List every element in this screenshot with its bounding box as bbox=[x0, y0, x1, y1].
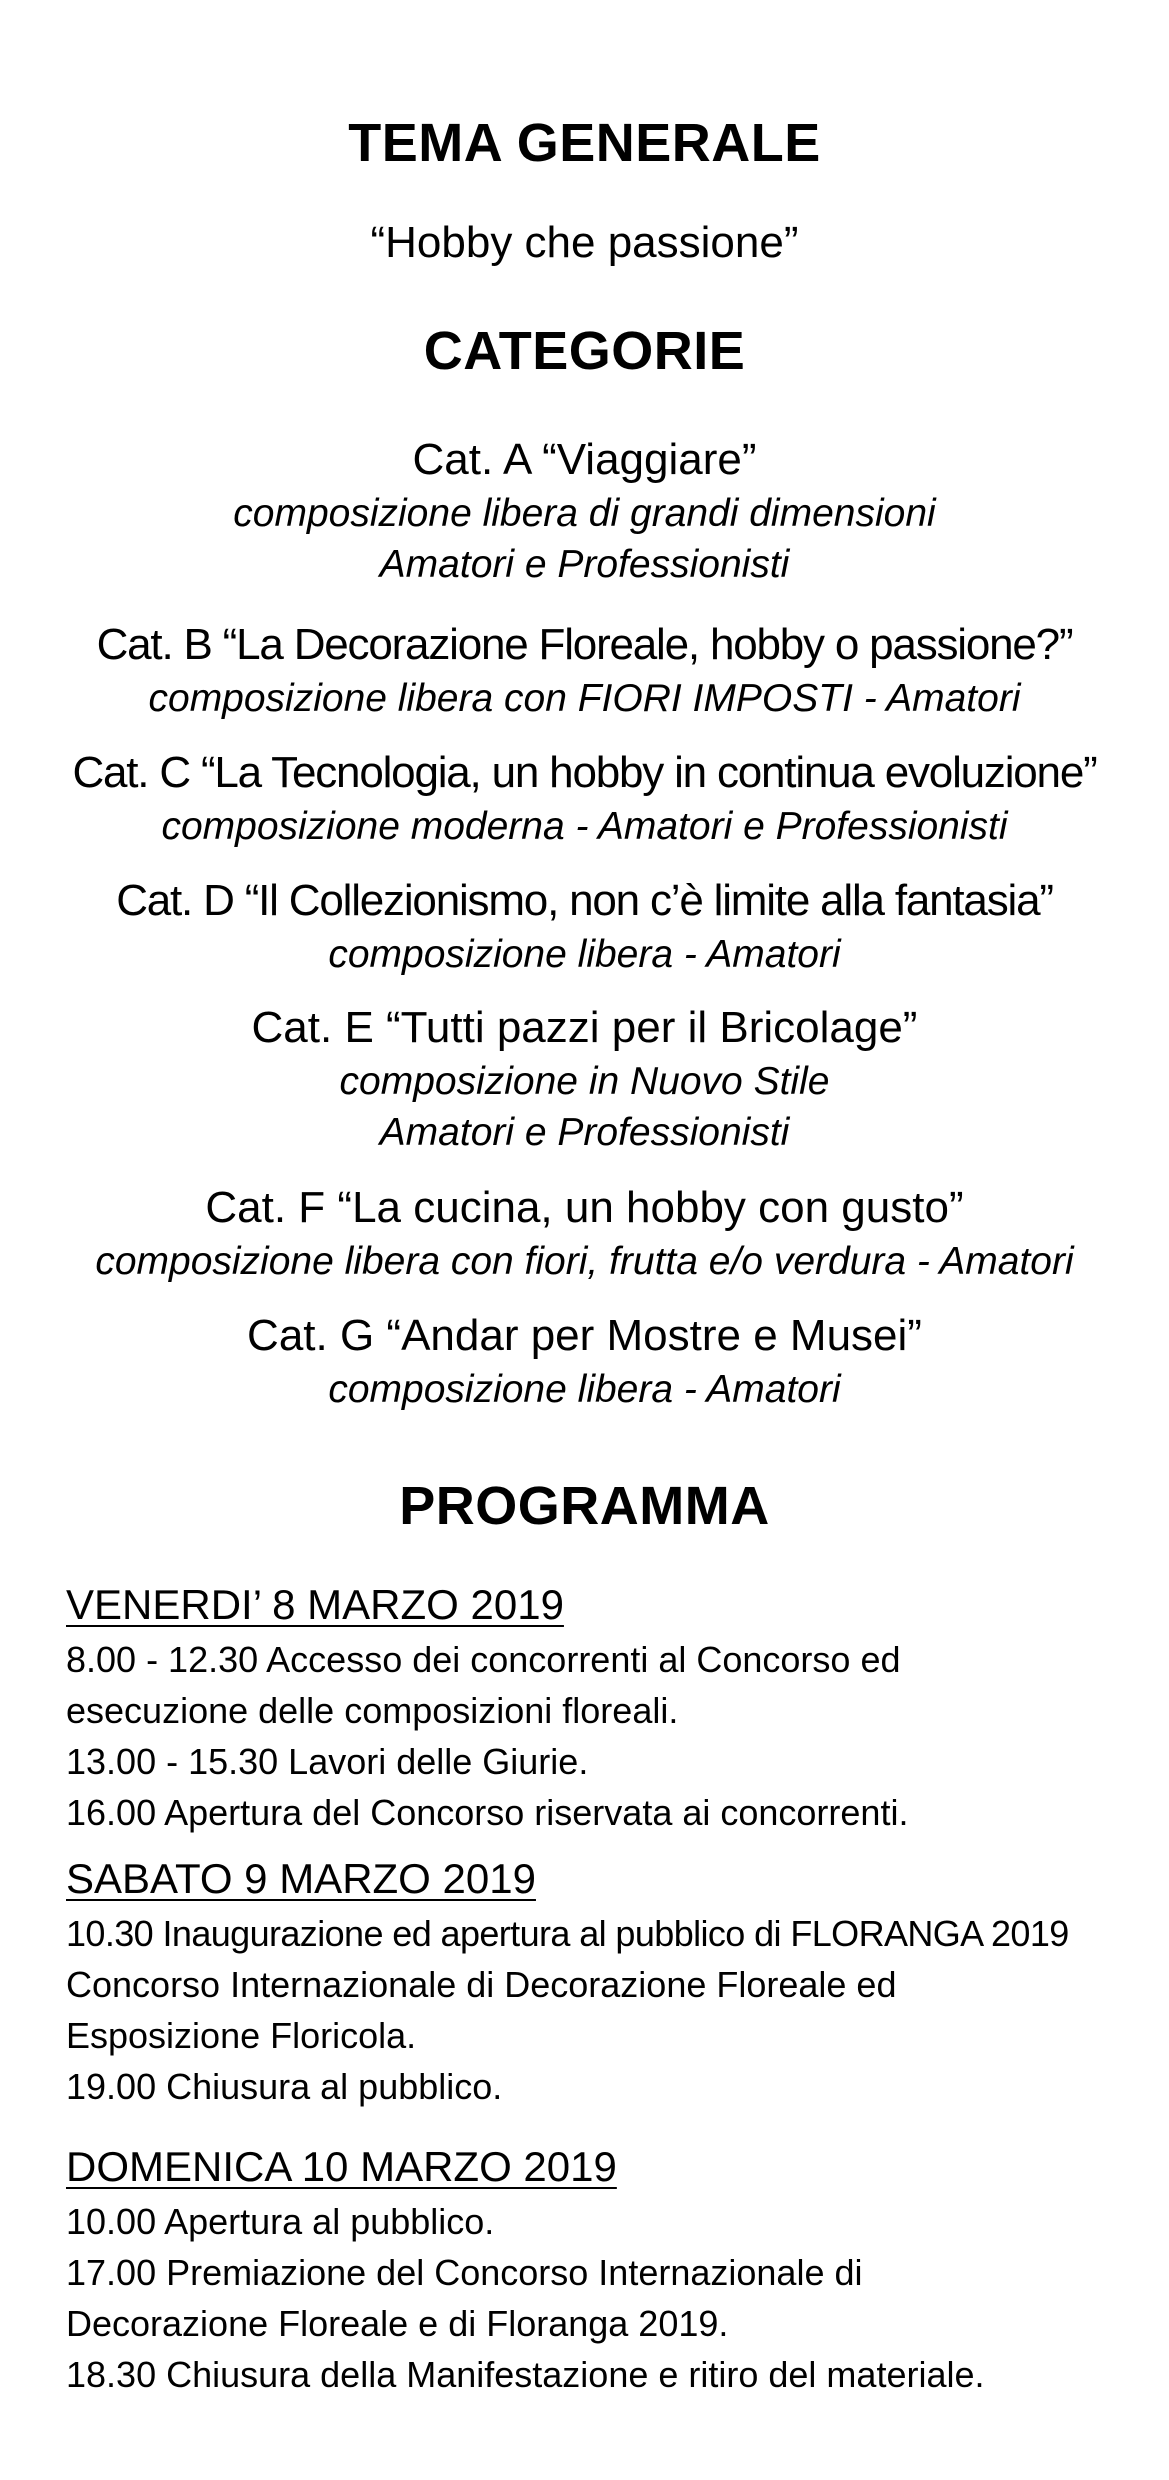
category-description: composizione in Nuovo Stile bbox=[339, 1060, 830, 1103]
day-saturday bbox=[66, 1852, 1156, 2112]
category-title: Cat. C “La Tecnologia, un hobby in continua evoluzione” bbox=[72, 748, 1097, 797]
category-title: Cat. F “La cucina, un hobby con gusto” bbox=[205, 1183, 964, 1232]
schedule-line: Concorso Internazionale di Decorazione Floreale ed bbox=[66, 1964, 897, 2005]
category-title: Cat. G “Andar per Mostre e Musei” bbox=[247, 1311, 922, 1360]
category-description: composizione moderna - Amatori e Professionisti bbox=[161, 805, 1008, 848]
schedule-line: 8.00 - 12.30 Accesso dei concorrenti al Concorso ed bbox=[66, 1639, 901, 1680]
category-title: Cat. D “Il Collezionismo, non c’è limite alla fantasia” bbox=[116, 876, 1053, 925]
category-participants: Amatori e Professionisti bbox=[379, 1111, 790, 1154]
category-participants: Amatori e Professionisti bbox=[379, 543, 790, 586]
schedule-line: 17.00 Premiazione del Concorso Internazionale di bbox=[66, 2252, 863, 2293]
category-description: composizione libera - Amatori bbox=[328, 1368, 841, 1411]
category-a bbox=[0, 432, 1169, 590]
day-friday bbox=[66, 1578, 1156, 1838]
day-title: DOMENICA 10 MARZO 2019 bbox=[66, 2143, 617, 2190]
schedule-line: 13.00 - 15.30 Lavori delle Giurie. bbox=[66, 1741, 589, 1782]
schedule-line: 16.00 Apertura del Concorso riservata ai concorrenti. bbox=[66, 1792, 909, 1833]
tema-title: “Hobby che passione” bbox=[370, 218, 799, 267]
category-title: Cat. E “Tutti pazzi per il Bricolage” bbox=[251, 1003, 918, 1052]
category-description: composizione libera con fiori, frutta e/o verdura - Amatori bbox=[95, 1240, 1074, 1283]
schedule-line: Decorazione Floreale e di Floranga 2019. bbox=[66, 2303, 729, 2344]
category-f bbox=[0, 1180, 1169, 1287]
day-title: SABATO 9 MARZO 2019 bbox=[66, 1855, 536, 1902]
category-description: composizione libera di grandi dimensioni bbox=[233, 492, 936, 535]
schedule-line: 18.30 Chiusura della Manifestazione e ritiro del materiale. bbox=[66, 2354, 985, 2395]
category-d bbox=[0, 873, 1169, 980]
category-b bbox=[0, 617, 1169, 724]
category-title: Cat. A “Viaggiare” bbox=[412, 435, 757, 484]
category-g bbox=[0, 1308, 1169, 1415]
categorie-heading: CATEGORIE bbox=[423, 321, 746, 381]
category-title: Cat. B “La Decorazione Floreale, hobby o passione?” bbox=[96, 620, 1073, 669]
day-sunday bbox=[66, 2140, 1156, 2400]
schedule-line: 10.00 Apertura al pubblico. bbox=[66, 2201, 495, 2242]
schedule-line: Esposizione Floricola. bbox=[66, 2015, 417, 2056]
programma-heading: PROGRAMMA bbox=[399, 1476, 770, 1536]
schedule-line: 19.00 Chiusura al pubblico. bbox=[66, 2066, 503, 2107]
tema-heading: TEMA GENERALE bbox=[348, 113, 821, 173]
day-title: VENERDI’ 8 MARZO 2019 bbox=[66, 1581, 564, 1628]
category-c bbox=[0, 745, 1169, 852]
schedule-line: esecuzione delle composizioni floreali. bbox=[66, 1690, 679, 1731]
category-description: composizione libera con FIORI IMPOSTI - Amatori bbox=[148, 677, 1021, 720]
schedule-line: 10.30 Inaugurazione ed apertura al pubblico di FLORANGA 2019 bbox=[66, 1913, 1069, 1954]
category-e bbox=[0, 1000, 1169, 1158]
category-description: composizione libera - Amatori bbox=[328, 933, 841, 976]
